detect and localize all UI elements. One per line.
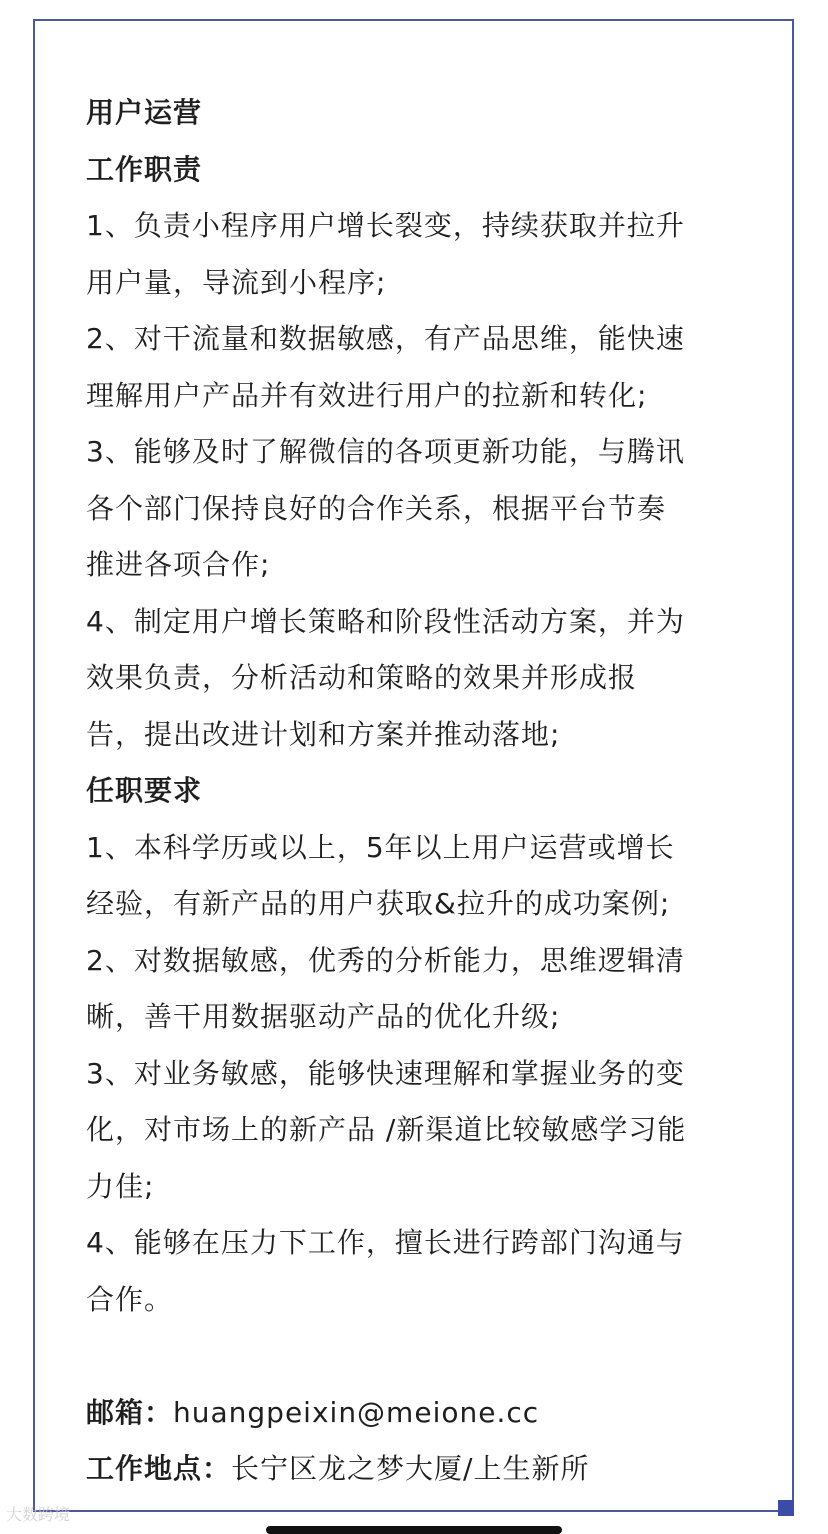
requirement-line: 1、本科学历或以上，5年以上用户运营或增长 [86, 830, 675, 864]
requirement-line: 2、对数据敏感，优秀的分析能力，思维逻辑清 [86, 943, 685, 977]
requirement-line: 4、能够在压力下工作，擅长进行跨部门沟通与 [86, 1226, 685, 1259]
duty-line: 效果负责，分析活动和策略的效果并形成报 [86, 661, 638, 694]
home-indicator-bar[interactable] [266, 1526, 562, 1534]
duty-line: 1、负责小程序用户增长裂变，持续获取并拉升 [86, 209, 685, 242]
requirement-line: 晰，善干用数据驱动产品的优化升级; [86, 1000, 561, 1033]
job-title: 用户运营 [86, 96, 203, 129]
requirement-line: 3、对业务敏感，能够快速理解和掌握业务的变 [86, 1056, 685, 1090]
duty-line: 告，提出改进计划和方案并推动落地; [86, 717, 561, 751]
duty-line: 理解用户产品并有效进行用户的拉新和转化; [86, 378, 648, 412]
requirement-line: 合作。 [86, 1282, 174, 1316]
corner-mark [778, 1500, 794, 1516]
location-value: 长宁区龙之梦大厦/上生新所 [231, 1452, 590, 1485]
location-row [86, 1441, 786, 1498]
requirement-line: 经验，有新产品的用户获取&拉升的成功案例; [86, 887, 671, 920]
duty-line: 推进各项合作; [86, 548, 271, 581]
email-label: 邮箱： [86, 1395, 174, 1429]
section-spacer [86, 1328, 786, 1385]
requirement-line: 力佳; [86, 1169, 155, 1203]
duties-heading: 工作职责 [86, 152, 203, 186]
email-value[interactable]: huangpeixin@meione.cc [173, 1395, 540, 1429]
job-posting-content [86, 85, 786, 1498]
duty-line: 各个部门保持良好的合作关系，根据平台节奏 [86, 491, 667, 525]
duty-line: 3、能够及时了解微信的各项更新功能，与腾讯 [86, 435, 685, 468]
requirements-heading: 任职要求 [86, 774, 203, 807]
email-row [86, 1385, 786, 1442]
duty-line: 4、制定用户增长策略和阶段性活动方案，并为 [86, 604, 685, 638]
duty-line: 2、对干流量和数据敏感，有产品思维，能快速 [86, 322, 685, 355]
location-label: 工作地点： [86, 1452, 232, 1485]
requirement-line: 化，对市场上的新产品 /新渠道比较敏感学习能 [86, 1113, 687, 1146]
watermark-text: 大数跨境 [6, 1505, 71, 1524]
duty-line: 用户量，导流到小程序; [86, 265, 387, 299]
job-posting-card [33, 19, 794, 1512]
